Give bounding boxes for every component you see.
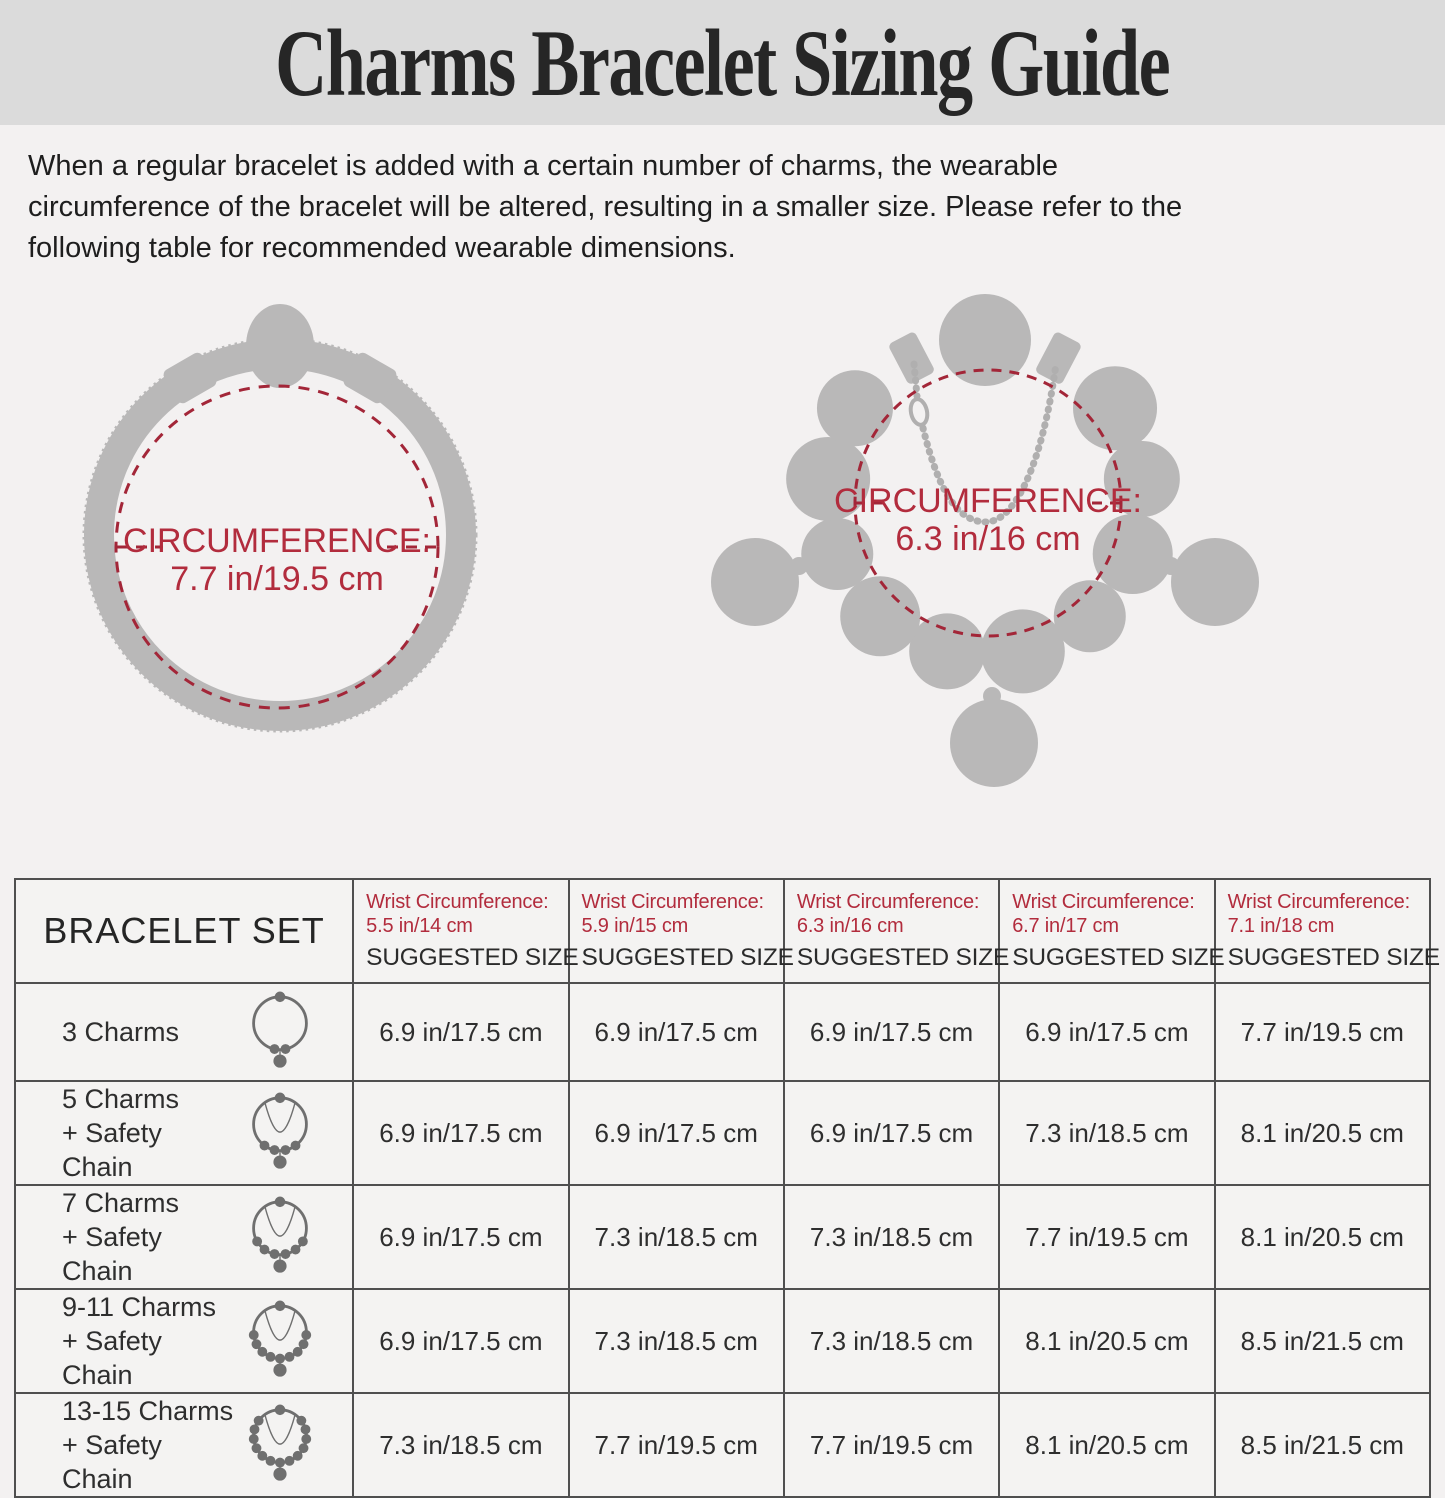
bracelet-13-15-charms-safety-chain-icon <box>236 1397 324 1493</box>
bracelet-set-cell <box>15 1081 353 1185</box>
size-value-cell: 6.9 in/17.5 cm <box>784 1081 999 1185</box>
charm-bracelet-figure <box>700 272 1330 872</box>
wrist-label: Wrist Circumference: <box>796 891 980 913</box>
bracelet-set-cell <box>15 983 353 1081</box>
bracelet-3-charms-icon <box>236 984 324 1080</box>
wrist-label: Wrist Circumference: <box>581 891 764 913</box>
dangling-charm-left <box>711 538 808 626</box>
table-header-row <box>15 879 1430 983</box>
row-label: 9-11 Charms + Safety Chain <box>62 1292 217 1390</box>
row-label: 7 Charms + Safety Chain <box>62 1188 180 1286</box>
bracelet-9-11-charms-safety-chain-icon <box>236 1293 324 1389</box>
size-value-cell: 7.3 in/18.5 cm <box>999 1081 1214 1185</box>
size-value-cell: 8.5 in/21.5 cm <box>1215 1289 1430 1393</box>
row-label: 13-15 Charms + Safety Chain <box>62 1396 234 1494</box>
wrist-value: 5.9 in/15 cm <box>581 915 689 937</box>
wrist-column-header-4 <box>999 879 1225 983</box>
page-title: Charms Bracelet Sizing Guide <box>275 9 1170 116</box>
bracelet-7-charms-safety-chain-icon <box>236 1189 324 1285</box>
bracelet-clasp <box>246 304 314 388</box>
size-value-cell: 8.1 in/20.5 cm <box>999 1289 1214 1393</box>
circumference-label: CIRCUMFERENCE: <box>834 482 1142 520</box>
suggested-size-label: SUGGESTED SIZE <box>581 944 794 971</box>
wrist-value: 6.3 in/16 cm <box>796 915 904 937</box>
table-row <box>15 1289 1430 1393</box>
wrist-column-header-3 <box>784 879 1010 983</box>
size-value-cell: 7.7 in/19.5 cm <box>1215 983 1430 1081</box>
dangling-charm-bottom <box>950 687 1038 787</box>
table-row <box>15 1393 1430 1497</box>
table-row <box>15 983 1430 1081</box>
table-row <box>15 1081 1430 1185</box>
size-value-cell: 6.9 in/17.5 cm <box>569 983 784 1081</box>
size-value-cell: 7.3 in/18.5 cm <box>569 1289 784 1393</box>
row-label: 5 Charms + Safety Chain <box>62 1084 180 1182</box>
intro-line-3: following table for recommended wearable dimensions. <box>28 232 736 264</box>
bracelet-set-header: BRACELET SET <box>15 879 353 983</box>
size-value-cell: 8.5 in/21.5 cm <box>1215 1393 1430 1497</box>
size-value-cell: 6.9 in/17.5 cm <box>353 1289 568 1393</box>
circumference-value: 7.7 in/19.5 cm <box>170 560 384 598</box>
size-value-cell: 7.7 in/19.5 cm <box>569 1393 784 1497</box>
circumference-label: CIRCUMFERENCE: <box>123 522 431 560</box>
bracelet-5-charms-safety-chain-icon <box>236 1085 324 1181</box>
suggested-size-label: SUGGESTED SIZE <box>796 944 1010 971</box>
bracelet-set-cell <box>15 1393 353 1497</box>
plain-bracelet-figure <box>40 272 640 872</box>
wrist-label: Wrist Circumference: <box>1012 891 1195 913</box>
intro-line-2: circumference of the bracelet will be altered, resulting in a smaller size. Please refer to the <box>28 191 1183 223</box>
wrist-value: 7.1 in/18 cm <box>1227 915 1335 937</box>
dangling-charm-right <box>1162 538 1259 626</box>
wrist-label: Wrist Circumference: <box>1227 891 1410 913</box>
size-value-cell: 8.1 in/20.5 cm <box>1215 1185 1430 1289</box>
size-value-cell: 6.9 in/17.5 cm <box>353 1185 568 1289</box>
suggested-size-label: SUGGESTED SIZE <box>366 944 579 971</box>
table-row <box>15 1185 1430 1289</box>
suggested-size-label: SUGGESTED SIZE <box>1227 944 1440 971</box>
wrist-label: Wrist Circumference: <box>366 891 549 913</box>
figures <box>0 272 1445 872</box>
wrist-value: 6.7 in/17 cm <box>1012 915 1119 937</box>
size-value-cell: 7.7 in/19.5 cm <box>784 1393 999 1497</box>
page-banner <box>0 0 1445 125</box>
size-value-cell: 7.7 in/19.5 cm <box>999 1185 1214 1289</box>
intro-paragraph <box>28 146 1429 269</box>
intro-line-1: When a regular bracelet is added with a certain number of charms, the wearable <box>28 150 1059 182</box>
size-value-cell: 6.9 in/17.5 cm <box>353 1081 568 1185</box>
sizing-table <box>14 878 1440 1498</box>
size-value-cell: 8.1 in/20.5 cm <box>999 1393 1214 1497</box>
bracelet-set-cell <box>15 1289 353 1393</box>
wrist-value: 5.5 in/14 cm <box>366 915 473 937</box>
row-label: 3 Charms <box>62 1017 180 1047</box>
size-value-cell: 6.9 in/17.5 cm <box>999 983 1214 1081</box>
size-value-cell: 7.3 in/18.5 cm <box>784 1185 999 1289</box>
circumference-value: 6.3 in/16 cm <box>895 520 1081 558</box>
size-value-cell: 6.9 in/17.5 cm <box>569 1081 784 1185</box>
size-value-cell: 7.3 in/18.5 cm <box>784 1289 999 1393</box>
size-value-cell: 6.9 in/17.5 cm <box>784 983 999 1081</box>
size-value-cell: 8.1 in/20.5 cm <box>1215 1081 1430 1185</box>
size-value-cell: 6.9 in/17.5 cm <box>353 983 568 1081</box>
wrist-column-header-5 <box>1215 879 1440 983</box>
suggested-size-label: SUGGESTED SIZE <box>1012 944 1225 971</box>
size-value-cell: 7.3 in/18.5 cm <box>569 1185 784 1289</box>
safety-chain-hook <box>908 398 929 427</box>
wrist-column-header-1 <box>353 879 579 983</box>
size-value-cell: 7.3 in/18.5 cm <box>353 1393 568 1497</box>
wrist-column-header-2 <box>569 879 794 983</box>
bracelet-set-cell <box>15 1185 353 1289</box>
